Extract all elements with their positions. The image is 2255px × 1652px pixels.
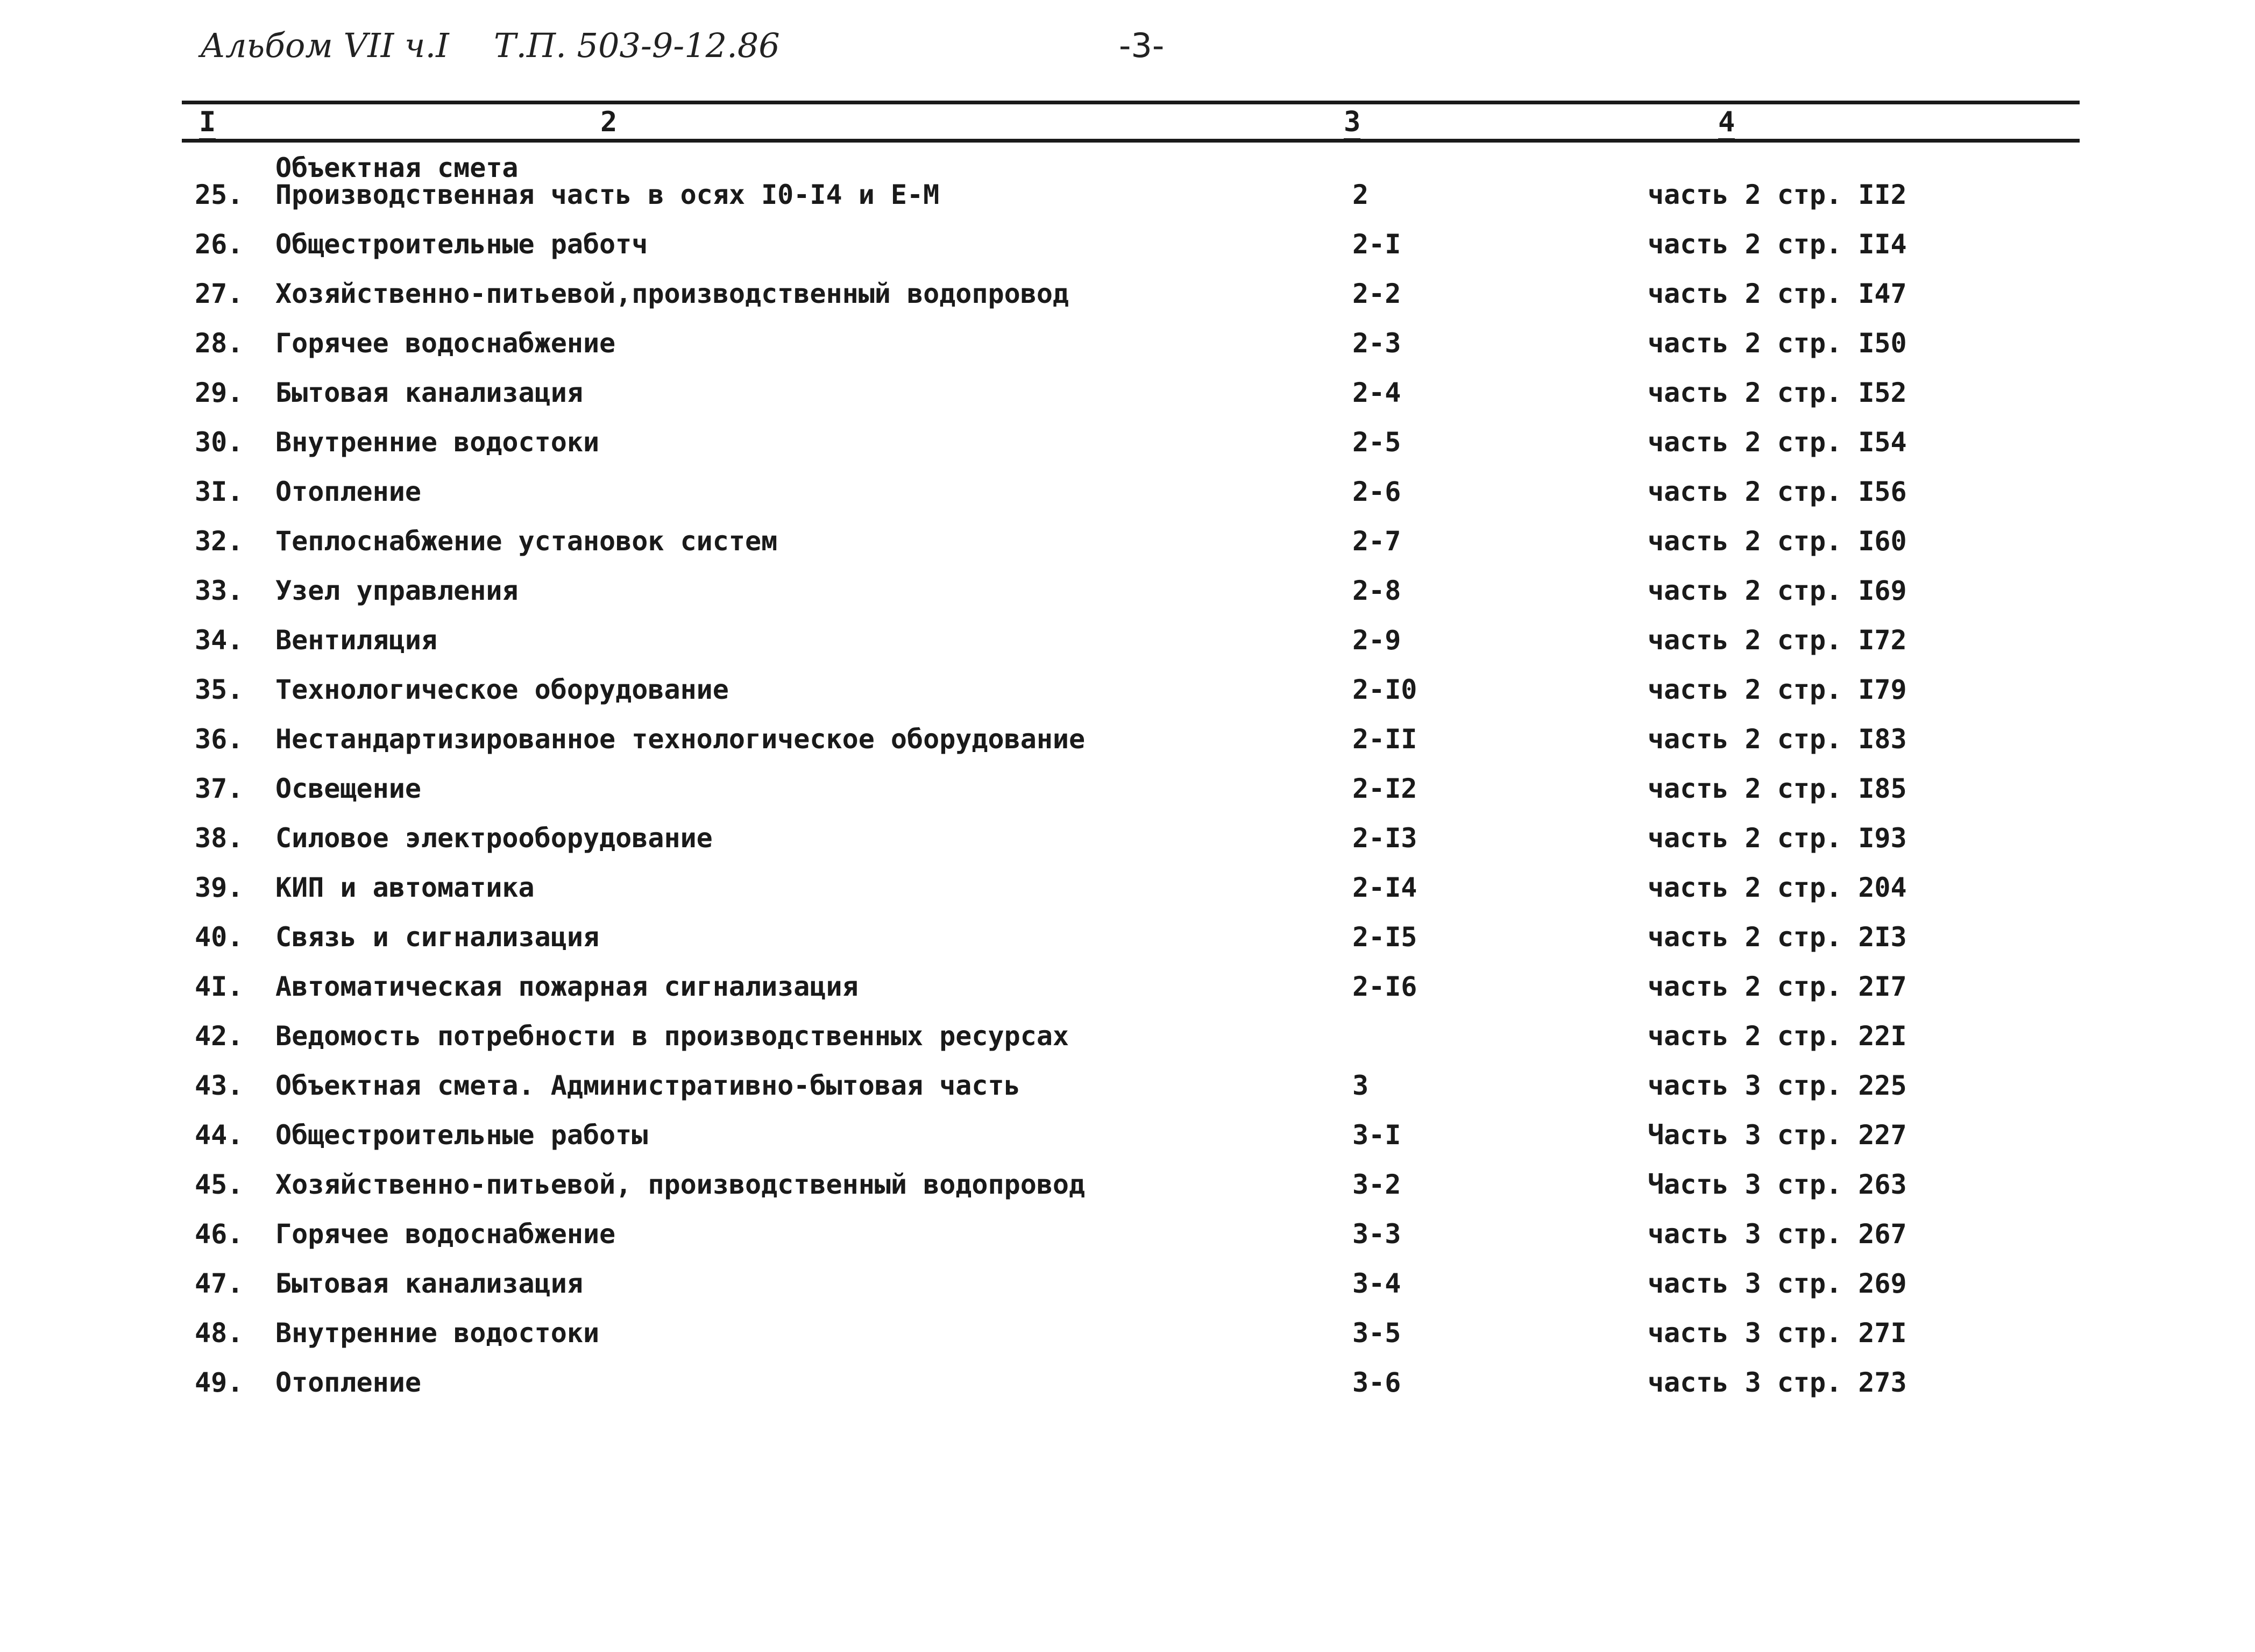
row-code: 2-I3 (1352, 823, 1417, 854)
table-row (195, 1101, 2024, 1150)
row-reference: Часть 3 стр. 227 (1648, 1119, 1907, 1151)
row-reference: часть 2 стр. I79 (1648, 674, 1907, 705)
table-row (195, 952, 2024, 1002)
table-top-rule (182, 101, 2080, 104)
row-title: Общестроительные работч (275, 229, 648, 260)
row-reference: часть 2 стр. I85 (1648, 773, 1907, 804)
table-row (195, 903, 2024, 952)
row-reference: часть 3 стр. 267 (1648, 1218, 1907, 1250)
row-reference: часть 2 стр. I72 (1648, 625, 1907, 656)
row-reference: часть 2 стр. I52 (1648, 377, 1907, 408)
column-header-2: 2 (600, 106, 618, 138)
row-title: Хозяйственно-питьевой,производственный водопровод (275, 278, 1069, 309)
row-number: 43. (195, 1070, 244, 1101)
row-code: 3-6 (1352, 1367, 1401, 1398)
table-row (195, 210, 2024, 259)
row-reference: часть 3 стр. 273 (1648, 1367, 1907, 1398)
contents-table (195, 152, 2024, 1398)
row-number: 42. (195, 1020, 244, 1052)
row-reference: часть 2 стр. II4 (1648, 229, 1907, 260)
row-number: 25. (195, 179, 244, 210)
row-number: 37. (195, 773, 244, 804)
row-code: 2-6 (1352, 476, 1401, 507)
row-title: Внутренние водостоки (275, 427, 600, 458)
row-reference: часть 2 стр. 2I3 (1648, 921, 1907, 953)
row-reference: часть 2 стр. I93 (1648, 823, 1907, 854)
row-number: 32. (195, 526, 244, 557)
row-number: 36. (195, 724, 244, 755)
row-title: Теплоснабжение установок систем (275, 526, 778, 557)
row-title: Общестроительные работы (275, 1119, 648, 1151)
row-reference: часть 2 стр. I69 (1648, 575, 1907, 606)
table-row (195, 1002, 2024, 1051)
row-reference: часть 2 стр. I56 (1648, 476, 1907, 507)
row-number: 4I. (195, 971, 244, 1002)
row-title-line: Производственная часть в осях I0-I4 и Е-М (275, 179, 940, 210)
table-row (195, 1200, 2024, 1249)
row-reference: Часть 3 стр. 263 (1648, 1169, 1907, 1200)
table-row (195, 457, 2024, 507)
table-row (195, 1348, 2024, 1398)
table-row (195, 156, 2024, 210)
row-code: 2-3 (1352, 328, 1401, 359)
table-row (195, 1051, 2024, 1101)
row-title: Нестандартизированное технологическое оборудование (275, 724, 1086, 755)
row-number: 33. (195, 575, 244, 606)
row-reference: часть 2 стр. 204 (1648, 872, 1907, 903)
row-code: 2-I4 (1352, 872, 1417, 903)
row-title: Бытовая канализация (275, 1268, 583, 1299)
row-number: 46. (195, 1218, 244, 1250)
row-number: 38. (195, 823, 244, 854)
row-number: 48. (195, 1317, 244, 1349)
row-title-line: Объектная смета (275, 152, 519, 183)
row-code: 2-I5 (1352, 921, 1417, 953)
table-row (195, 408, 2024, 457)
row-code: 2-I6 (1352, 971, 1417, 1002)
row-code: 2-5 (1352, 427, 1401, 458)
row-title: Узел управления (275, 575, 519, 606)
row-title: Ведомость потребности в производственных ресурсах (275, 1020, 1069, 1052)
row-number: 26. (195, 229, 244, 260)
row-number: 30. (195, 427, 244, 458)
row-number: 45. (195, 1169, 244, 1200)
column-header-4: 4 (1718, 106, 1735, 140)
row-code: 2-9 (1352, 625, 1401, 656)
row-title (275, 152, 1352, 210)
row-code: 2-I (1352, 229, 1401, 260)
row-title: Горячее водоснабжение (275, 328, 616, 359)
row-reference: часть 3 стр. 269 (1648, 1268, 1907, 1299)
table-row (195, 1299, 2024, 1348)
row-title: Отопление (275, 1367, 421, 1398)
row-code: 3-3 (1352, 1218, 1401, 1250)
table-row (195, 606, 2024, 655)
row-code: 2-4 (1352, 377, 1401, 408)
row-title: Автоматическая пожарная сигнализация (275, 971, 859, 1002)
row-number: 27. (195, 278, 244, 309)
row-number: 34. (195, 625, 244, 656)
row-title: Освещение (275, 773, 421, 804)
row-title: Вентиляция (275, 625, 438, 656)
row-number: 49. (195, 1367, 244, 1398)
row-reference: часть 2 стр. I83 (1648, 724, 1907, 755)
row-title: Технологическое оборудование (275, 674, 729, 705)
table-row (195, 754, 2024, 804)
table-row (195, 309, 2024, 358)
column-header-3: 3 (1344, 106, 1360, 140)
page-number: -3- (1119, 26, 1165, 65)
row-code (1352, 1002, 1648, 1051)
row-number: 40. (195, 921, 244, 953)
row-code: 2-II (1352, 724, 1417, 755)
row-title: Бытовая канализация (275, 377, 583, 408)
row-code: 2 (1352, 179, 1369, 210)
row-code: 2-7 (1352, 526, 1401, 557)
row-title: Отопление (275, 476, 421, 507)
row-code: 3-2 (1352, 1169, 1401, 1200)
table-row (195, 556, 2024, 606)
row-title: Объектная смета. Административно-бытовая часть (275, 1070, 1020, 1101)
row-code: 3 (1352, 1070, 1369, 1101)
document-number: Т.П. 503-9-12.86 (494, 26, 780, 65)
table-row (195, 358, 2024, 408)
row-number: 35. (195, 674, 244, 705)
row-reference: часть 2 стр. 2I7 (1648, 971, 1907, 1002)
table-row (195, 507, 2024, 556)
row-number: 3I. (195, 476, 244, 507)
row-reference: часть 2 стр. I54 (1648, 427, 1907, 458)
row-number: 39. (195, 872, 244, 903)
table-row (195, 1249, 2024, 1299)
column-header-1: I (199, 106, 216, 140)
table-row (195, 259, 2024, 309)
row-title: Связь и сигнализация (275, 921, 600, 953)
row-code: 3-4 (1352, 1268, 1401, 1299)
table-row (195, 1150, 2024, 1200)
row-number: 29. (195, 377, 244, 408)
row-title: КИП и автоматика (275, 872, 535, 903)
row-code: 3-5 (1352, 1317, 1401, 1349)
table-row (195, 804, 2024, 853)
row-reference: часть 3 стр. 27I (1648, 1317, 1907, 1349)
row-title: Внутренние водостоки (275, 1317, 600, 1349)
table-row (195, 655, 2024, 705)
table-row (195, 853, 2024, 903)
row-reference: часть 2 стр. I50 (1648, 328, 1907, 359)
table-row (195, 705, 2024, 754)
row-reference: часть 2 стр. II2 (1648, 179, 1907, 210)
row-code: 2-2 (1352, 278, 1401, 309)
row-code: 2-I2 (1352, 773, 1417, 804)
row-code: 2-I0 (1352, 674, 1417, 705)
row-number: 28. (195, 328, 244, 359)
table-header-rule (182, 139, 2080, 143)
row-reference: часть 2 стр. I60 (1648, 526, 1907, 557)
album-label: Альбом VII ч.I (200, 26, 449, 65)
row-reference: часть 2 стр. I47 (1648, 278, 1907, 309)
row-code: 2-8 (1352, 575, 1401, 606)
row-number: 44. (195, 1119, 244, 1151)
row-reference: часть 3 стр. 225 (1648, 1070, 1907, 1101)
row-title: Хозяйственно-питьевой, производственный водопровод (275, 1169, 1086, 1200)
row-title: Силовое электрооборудование (275, 823, 713, 854)
row-title: Горячее водоснабжение (275, 1218, 616, 1250)
row-reference: часть 2 стр. 22I (1648, 1020, 1907, 1052)
row-code: 3-I (1352, 1119, 1401, 1151)
row-number: 47. (195, 1268, 244, 1299)
